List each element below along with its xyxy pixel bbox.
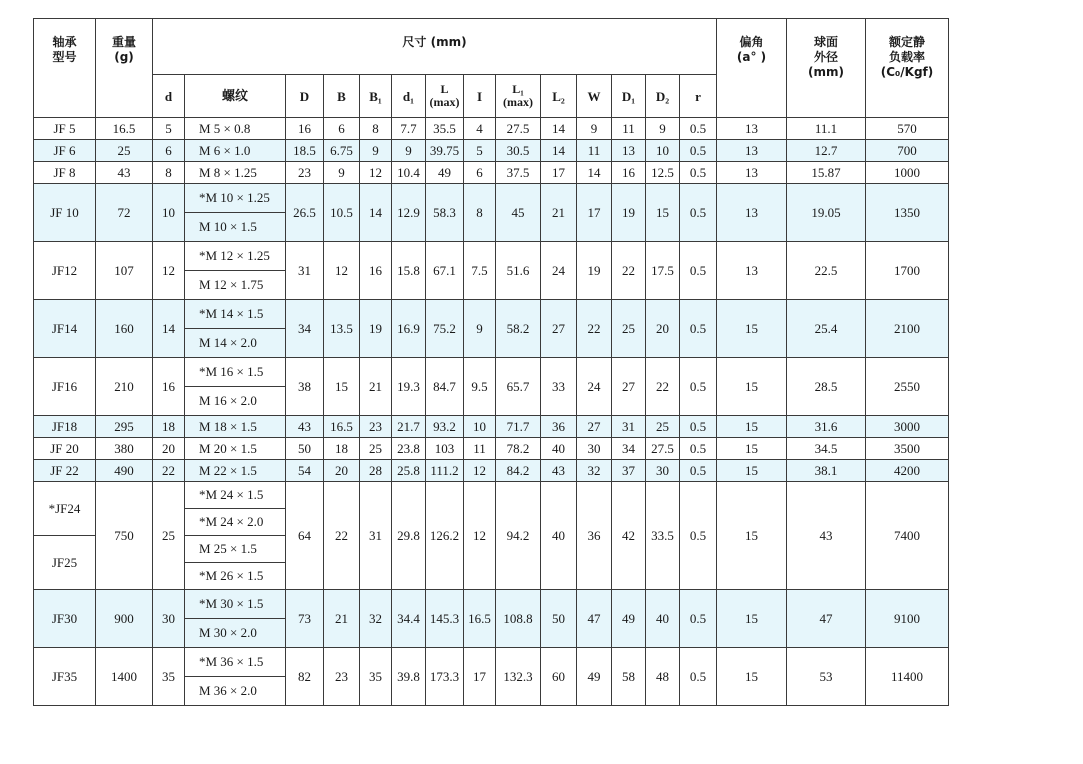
- angle-cell: 13: [717, 162, 787, 184]
- cell-b1: 12: [360, 162, 392, 184]
- model-cell: JF 22: [34, 460, 96, 482]
- cell-b: 18: [324, 438, 360, 460]
- weight-cell: 25: [96, 140, 153, 162]
- model-cell: *JF24: [34, 482, 96, 536]
- ball-diameter-cell: 38.1: [787, 460, 866, 482]
- cell-r: 0.5: [680, 590, 717, 648]
- cell-i: 9: [464, 300, 496, 358]
- weight-cell: 16.5: [96, 118, 153, 140]
- cell-l: 35.5: [426, 118, 464, 140]
- table-row: [34, 460, 949, 482]
- ball-diameter-cell: 11.1: [787, 118, 866, 140]
- cell-l2: 36: [541, 416, 577, 438]
- thread-cell: M 20 × 1.5: [185, 438, 286, 460]
- cell-l1: 65.7: [496, 358, 541, 416]
- cell-b: 16.5: [324, 416, 360, 438]
- table-body: [34, 118, 949, 706]
- static-load-cell: 11400: [866, 648, 949, 706]
- d-cell: 10: [153, 184, 185, 242]
- subheader-D2: D₂: [646, 75, 680, 118]
- cell-d: 38: [286, 358, 324, 416]
- cell-l2: 17: [541, 162, 577, 184]
- thread-cell: M 5 × 0.8: [185, 118, 286, 140]
- thread-cell: M 12 × 1.75: [185, 271, 286, 300]
- cell-i: 7.5: [464, 242, 496, 300]
- cell-i: 11: [464, 438, 496, 460]
- model-cell: JF 6: [34, 140, 96, 162]
- cell-i: 16.5: [464, 590, 496, 648]
- cell-d: 82: [286, 648, 324, 706]
- weight-cell: 160: [96, 300, 153, 358]
- cell-w: 30: [577, 438, 612, 460]
- bearing-spec-table: [33, 18, 949, 706]
- header-model: 轴承 型号: [34, 19, 96, 118]
- cell-r: 0.5: [680, 416, 717, 438]
- ball-diameter-cell: 22.5: [787, 242, 866, 300]
- cell-b1: 9: [360, 140, 392, 162]
- cell-i: 9.5: [464, 358, 496, 416]
- cell-d2: 22: [646, 358, 680, 416]
- cell-d1: 10.4: [392, 162, 426, 184]
- cell-r: 0.5: [680, 438, 717, 460]
- cell-b1: 19: [360, 300, 392, 358]
- thread-cell: M 22 × 1.5: [185, 460, 286, 482]
- cell-d1: 21.7: [392, 416, 426, 438]
- thread-cell: *M 16 × 1.5: [185, 358, 286, 387]
- cell-b1: 31: [360, 482, 392, 590]
- cell-i: 5: [464, 140, 496, 162]
- thread-cell: *M 24 × 1.5: [185, 482, 286, 509]
- model-cell: JF14: [34, 300, 96, 358]
- cell-b1: 14: [360, 184, 392, 242]
- angle-cell: 15: [717, 416, 787, 438]
- cell-l1: 84.2: [496, 460, 541, 482]
- table-row: [34, 300, 949, 329]
- static-load-cell: 2100: [866, 300, 949, 358]
- weight-cell: 1400: [96, 648, 153, 706]
- model-cell: JF35: [34, 648, 96, 706]
- cell-r: 0.5: [680, 242, 717, 300]
- thread-cell: *M 26 × 1.5: [185, 563, 286, 590]
- cell-d1: 22: [612, 242, 646, 300]
- d-cell: 18: [153, 416, 185, 438]
- cell-l: 58.3: [426, 184, 464, 242]
- header-ball-diameter: 球面 外径 (mm): [787, 19, 866, 118]
- cell-d: 43: [286, 416, 324, 438]
- cell-d1: 31: [612, 416, 646, 438]
- model-cell: JF 10: [34, 184, 96, 242]
- cell-l2: 43: [541, 460, 577, 482]
- table-row: [34, 648, 949, 677]
- table-row: [34, 482, 949, 509]
- cell-d1: 16: [612, 162, 646, 184]
- subheader-d: d: [153, 75, 185, 118]
- d-cell: 5: [153, 118, 185, 140]
- cell-l2: 14: [541, 118, 577, 140]
- cell-i: 6: [464, 162, 496, 184]
- cell-d1: 15.8: [392, 242, 426, 300]
- cell-r: 0.5: [680, 118, 717, 140]
- cell-d2: 9: [646, 118, 680, 140]
- cell-b1: 23: [360, 416, 392, 438]
- cell-i: 4: [464, 118, 496, 140]
- cell-b: 6: [324, 118, 360, 140]
- angle-cell: 15: [717, 590, 787, 648]
- cell-l2: 50: [541, 590, 577, 648]
- cell-l: 84.7: [426, 358, 464, 416]
- cell-d1: 9: [392, 140, 426, 162]
- cell-l: 111.2: [426, 460, 464, 482]
- cell-w: 32: [577, 460, 612, 482]
- static-load-cell: 1000: [866, 162, 949, 184]
- subheader-I: I: [464, 75, 496, 118]
- subheader-L1-max: L₁ (max): [496, 75, 541, 118]
- static-load-cell: 2550: [866, 358, 949, 416]
- model-cell: JF30: [34, 590, 96, 648]
- angle-cell: 15: [717, 482, 787, 590]
- table-row: [34, 438, 949, 460]
- angle-cell: 13: [717, 118, 787, 140]
- cell-l1: 132.3: [496, 648, 541, 706]
- table-row: [34, 118, 949, 140]
- cell-l2: 24: [541, 242, 577, 300]
- thread-cell: M 14 × 2.0: [185, 329, 286, 358]
- cell-l: 145.3: [426, 590, 464, 648]
- cell-i: 17: [464, 648, 496, 706]
- cell-d1: 34.4: [392, 590, 426, 648]
- angle-cell: 15: [717, 438, 787, 460]
- cell-r: 0.5: [680, 482, 717, 590]
- cell-b1: 21: [360, 358, 392, 416]
- weight-cell: 900: [96, 590, 153, 648]
- cell-b1: 35: [360, 648, 392, 706]
- ball-diameter-cell: 12.7: [787, 140, 866, 162]
- cell-l2: 21: [541, 184, 577, 242]
- cell-d: 64: [286, 482, 324, 590]
- cell-d: 54: [286, 460, 324, 482]
- cell-i: 12: [464, 482, 496, 590]
- subheader-d1: d₁: [392, 75, 426, 118]
- static-load-cell: 7400: [866, 482, 949, 590]
- cell-d1: 19.3: [392, 358, 426, 416]
- thread-cell: *M 24 × 2.0: [185, 509, 286, 536]
- cell-w: 9: [577, 118, 612, 140]
- cell-l2: 27: [541, 300, 577, 358]
- cell-r: 0.5: [680, 140, 717, 162]
- static-load-cell: 570: [866, 118, 949, 140]
- angle-cell: 13: [717, 242, 787, 300]
- cell-d2: 10: [646, 140, 680, 162]
- cell-b: 23: [324, 648, 360, 706]
- subheader-B: B: [324, 75, 360, 118]
- cell-d1: 16.9: [392, 300, 426, 358]
- cell-d2: 27.5: [646, 438, 680, 460]
- cell-l1: 78.2: [496, 438, 541, 460]
- cell-l: 173.3: [426, 648, 464, 706]
- cell-d2: 17.5: [646, 242, 680, 300]
- subheader-D1: D₁: [612, 75, 646, 118]
- header-static-load: 额定静 负载率 (C₀/Kgf): [866, 19, 949, 118]
- cell-d1: 27: [612, 358, 646, 416]
- cell-l2: 40: [541, 482, 577, 590]
- cell-l2: 33: [541, 358, 577, 416]
- cell-d2: 25: [646, 416, 680, 438]
- thread-cell: M 18 × 1.5: [185, 416, 286, 438]
- d-cell: 16: [153, 358, 185, 416]
- thread-cell: M 16 × 2.0: [185, 387, 286, 416]
- cell-b1: 28: [360, 460, 392, 482]
- angle-cell: 15: [717, 460, 787, 482]
- static-load-cell: 4200: [866, 460, 949, 482]
- cell-d: 18.5: [286, 140, 324, 162]
- cell-i: 10: [464, 416, 496, 438]
- cell-w: 49: [577, 648, 612, 706]
- table-row: [34, 242, 949, 271]
- weight-cell: 72: [96, 184, 153, 242]
- static-load-cell: 3000: [866, 416, 949, 438]
- angle-cell: 15: [717, 648, 787, 706]
- ball-diameter-cell: 15.87: [787, 162, 866, 184]
- cell-d2: 33.5: [646, 482, 680, 590]
- cell-i: 12: [464, 460, 496, 482]
- cell-d: 73: [286, 590, 324, 648]
- cell-d: 26.5: [286, 184, 324, 242]
- cell-b: 21: [324, 590, 360, 648]
- cell-d: 31: [286, 242, 324, 300]
- cell-b: 15: [324, 358, 360, 416]
- model-cell: JF18: [34, 416, 96, 438]
- ball-diameter-cell: 25.4: [787, 300, 866, 358]
- cell-l: 93.2: [426, 416, 464, 438]
- thread-cell: M 6 × 1.0: [185, 140, 286, 162]
- cell-l2: 40: [541, 438, 577, 460]
- ball-diameter-cell: 53: [787, 648, 866, 706]
- cell-d1: 12.9: [392, 184, 426, 242]
- thread-cell: M 8 × 1.25: [185, 162, 286, 184]
- cell-b1: 8: [360, 118, 392, 140]
- angle-cell: 13: [717, 140, 787, 162]
- thread-cell: M 36 × 2.0: [185, 677, 286, 706]
- cell-w: 14: [577, 162, 612, 184]
- table-row: [34, 358, 949, 387]
- cell-d1: 39.8: [392, 648, 426, 706]
- model-cell: JF 20: [34, 438, 96, 460]
- model-cell: JF 8: [34, 162, 96, 184]
- cell-l2: 60: [541, 648, 577, 706]
- weight-cell: 295: [96, 416, 153, 438]
- ball-diameter-cell: 31.6: [787, 416, 866, 438]
- cell-d2: 20: [646, 300, 680, 358]
- cell-r: 0.5: [680, 300, 717, 358]
- table-row: [34, 184, 949, 213]
- d-cell: 14: [153, 300, 185, 358]
- thread-cell: *M 36 × 1.5: [185, 648, 286, 677]
- cell-d1: 29.8: [392, 482, 426, 590]
- cell-d1: 34: [612, 438, 646, 460]
- cell-r: 0.5: [680, 184, 717, 242]
- table-row: [34, 416, 949, 438]
- ball-diameter-cell: 34.5: [787, 438, 866, 460]
- cell-d: 50: [286, 438, 324, 460]
- cell-b: 10.5: [324, 184, 360, 242]
- cell-d1: 19: [612, 184, 646, 242]
- cell-w: 36: [577, 482, 612, 590]
- model-cell: JF 5: [34, 118, 96, 140]
- model-cell: JF12: [34, 242, 96, 300]
- cell-l: 103: [426, 438, 464, 460]
- cell-d1: 37: [612, 460, 646, 482]
- table-row: [34, 590, 949, 619]
- cell-r: 0.5: [680, 460, 717, 482]
- subheader-B1: B₁: [360, 75, 392, 118]
- subheader-thread: 螺纹: [185, 75, 286, 118]
- d-cell: 25: [153, 482, 185, 590]
- thread-cell: *M 12 × 1.25: [185, 242, 286, 271]
- weight-cell: 43: [96, 162, 153, 184]
- weight-cell: 490: [96, 460, 153, 482]
- cell-d: 34: [286, 300, 324, 358]
- header-angle: 偏角 (a° ): [717, 19, 787, 118]
- cell-b: 22: [324, 482, 360, 590]
- cell-b: 13.5: [324, 300, 360, 358]
- cell-b: 6.75: [324, 140, 360, 162]
- cell-l1: 37.5: [496, 162, 541, 184]
- cell-l1: 45: [496, 184, 541, 242]
- ball-diameter-cell: 19.05: [787, 184, 866, 242]
- subheader-L2: L₂: [541, 75, 577, 118]
- angle-cell: 15: [717, 300, 787, 358]
- cell-d1: 13: [612, 140, 646, 162]
- weight-cell: 380: [96, 438, 153, 460]
- model-cell: JF25: [34, 536, 96, 590]
- cell-d2: 12.5: [646, 162, 680, 184]
- cell-b1: 25: [360, 438, 392, 460]
- subheader-r: r: [680, 75, 717, 118]
- weight-cell: 210: [96, 358, 153, 416]
- static-load-cell: 1700: [866, 242, 949, 300]
- cell-w: 24: [577, 358, 612, 416]
- cell-i: 8: [464, 184, 496, 242]
- d-cell: 30: [153, 590, 185, 648]
- cell-d1: 49: [612, 590, 646, 648]
- weight-cell: 107: [96, 242, 153, 300]
- cell-d2: 40: [646, 590, 680, 648]
- static-load-cell: 700: [866, 140, 949, 162]
- cell-w: 27: [577, 416, 612, 438]
- cell-d1: 42: [612, 482, 646, 590]
- cell-d1: 25.8: [392, 460, 426, 482]
- cell-l1: 58.2: [496, 300, 541, 358]
- ball-diameter-cell: 47: [787, 590, 866, 648]
- table-row: [34, 162, 949, 184]
- weight-cell: 750: [96, 482, 153, 590]
- cell-d1: 23.8: [392, 438, 426, 460]
- cell-d1: 11: [612, 118, 646, 140]
- thread-cell: *M 14 × 1.5: [185, 300, 286, 329]
- cell-d: 23: [286, 162, 324, 184]
- cell-d1: 25: [612, 300, 646, 358]
- cell-l: 67.1: [426, 242, 464, 300]
- cell-l: 49: [426, 162, 464, 184]
- cell-w: 11: [577, 140, 612, 162]
- thread-cell: *M 30 × 1.5: [185, 590, 286, 619]
- cell-l1: 71.7: [496, 416, 541, 438]
- thread-cell: M 25 × 1.5: [185, 536, 286, 563]
- subheader-W: W: [577, 75, 612, 118]
- table-row: [34, 140, 949, 162]
- cell-d2: 15: [646, 184, 680, 242]
- table-wrapper: [33, 18, 949, 706]
- cell-l1: 51.6: [496, 242, 541, 300]
- static-load-cell: 1350: [866, 184, 949, 242]
- cell-w: 47: [577, 590, 612, 648]
- cell-d2: 30: [646, 460, 680, 482]
- static-load-cell: 3500: [866, 438, 949, 460]
- ball-diameter-cell: 43: [787, 482, 866, 590]
- cell-w: 22: [577, 300, 612, 358]
- d-cell: 20: [153, 438, 185, 460]
- cell-r: 0.5: [680, 358, 717, 416]
- cell-b: 9: [324, 162, 360, 184]
- static-load-cell: 9100: [866, 590, 949, 648]
- angle-cell: 13: [717, 184, 787, 242]
- cell-l: 75.2: [426, 300, 464, 358]
- cell-l1: 94.2: [496, 482, 541, 590]
- cell-b1: 16: [360, 242, 392, 300]
- cell-l1: 108.8: [496, 590, 541, 648]
- cell-l1: 30.5: [496, 140, 541, 162]
- subheader-D: D: [286, 75, 324, 118]
- cell-l: 126.2: [426, 482, 464, 590]
- cell-l1: 27.5: [496, 118, 541, 140]
- cell-d2: 48: [646, 648, 680, 706]
- ball-diameter-cell: 28.5: [787, 358, 866, 416]
- cell-w: 19: [577, 242, 612, 300]
- cell-l: 39.75: [426, 140, 464, 162]
- d-cell: 12: [153, 242, 185, 300]
- model-cell: JF16: [34, 358, 96, 416]
- cell-b1: 32: [360, 590, 392, 648]
- cell-w: 17: [577, 184, 612, 242]
- header-weight: 重量 (g): [96, 19, 153, 118]
- thread-cell: M 30 × 2.0: [185, 619, 286, 648]
- header-dimensions: 尺寸 (mm): [153, 19, 717, 75]
- cell-r: 0.5: [680, 162, 717, 184]
- d-cell: 6: [153, 140, 185, 162]
- d-cell: 22: [153, 460, 185, 482]
- cell-b: 12: [324, 242, 360, 300]
- subheader-L-max: L (max): [426, 75, 464, 118]
- cell-d1: 58: [612, 648, 646, 706]
- cell-r: 0.5: [680, 648, 717, 706]
- d-cell: 8: [153, 162, 185, 184]
- cell-l2: 14: [541, 140, 577, 162]
- angle-cell: 15: [717, 358, 787, 416]
- cell-d1: 7.7: [392, 118, 426, 140]
- cell-b: 20: [324, 460, 360, 482]
- cell-d: 16: [286, 118, 324, 140]
- d-cell: 35: [153, 648, 185, 706]
- thread-cell: M 10 × 1.5: [185, 213, 286, 242]
- thread-cell: *M 10 × 1.25: [185, 184, 286, 213]
